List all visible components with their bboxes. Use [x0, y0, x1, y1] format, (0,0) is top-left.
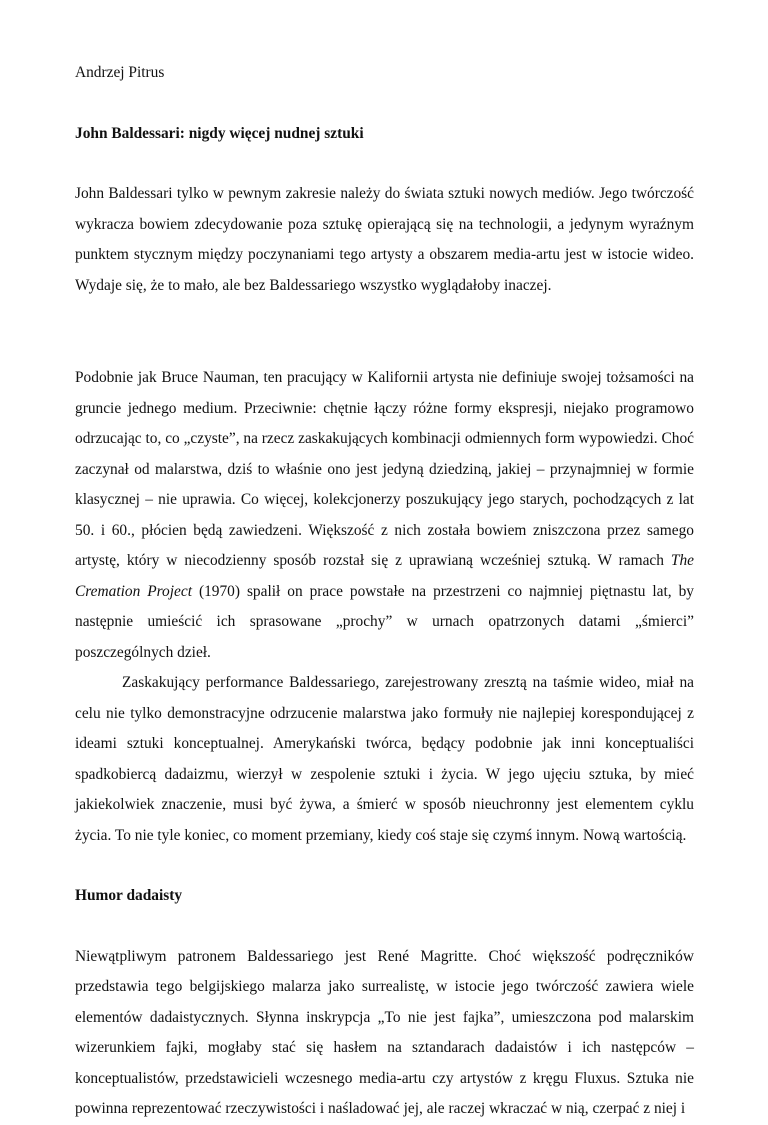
section-heading: Humor dadaisty: [75, 887, 183, 904]
paragraph-performance: Zaskakujący performance Baldessariego, zarejestrowany zresztą na taśmie wideo, miał na celu nie tylko demonstracyjne odrzucenie malarstwa jako formuły nie najlepiej korespondującej z ideami sztuki konceptualnej. Amerykański twórca, będący podobnie jak inni konceptualiści spadkobiercą dadaizmu, wierzył w zespolenie sztuki i życia. W jego ujęciu sztuka, by mieć jakiekolwiek znaczenie, musi być żywa, a śmierć w sposób nieuchronny jest elementem cyklu życia. To nie tyle koniec, co moment przemiany, kiedy coś staje się czymś innym. Nową wartością.: [75, 674, 694, 844]
author-name: Andrzej Pitrus: [75, 64, 165, 81]
document-title: John Baldessari: nigdy więcej nudnej sztuki: [75, 124, 364, 142]
paragraph-magritte: Niewątpliwym patronem Baldessariego jest René Magritte. Choć większość podręczników przedstawia tego belgijskiego malarza jako surrealistę, w istocie jego twórczość zawiera wiele elementów dadaistycznych. Słynna inskrypcja „To nie jest fajka”, umieszczona pod malarskim wizerunkiem fajki, mogłaby stać się hasłem na sztandarach dadaistów i ich następców – konceptualistów, przedstawicieli wczesnego media-artu czy artystów z kręgu Fluxus. Sztuka nie powinna reprezentować rzeczywistości i naśladować jej, ale raczej wkraczać w nią, czerpać z niej i: [75, 947, 694, 1117]
document-page: [75, 58, 694, 1125]
paragraph-medium-text-1: Podobnie jak Bruce Nauman, ten pracujący w Kalifornii artysta nie definiuje swojej tożsamości na gruncie jednego medium. Przeciwnie: chętnie łączy różne formy ekspresji, niejako programowo odrzucając to, co „czyste”, na rzecz zaskakujących kombinacji odmiennych form wypowiedzi. Choć zaczynał od malarstwa, dziś to właśnie ono jest jedyną dziedziną, jakiej – przynajmniej w formie klasycznej – nie uprawia. Co więcej, kolekcjonerzy poszukujący jego starych, pochodzących z lat 50. i 60., płócien będą zawiedzeni. Większość z nich została bowiem zniszczona przez samego artystę, który w niecodzienny sposób rozstał się z uprawianą wcześniej sztuką. W ramach: [75, 369, 694, 569]
cremation-project-title: The Cremation Project: [75, 552, 694, 600]
paragraph-medium-text-2: (1970) spalił on prace powstałe na przestrzeni co najmniej piętnastu lat, by następnie umieścić ich sprasowane „prochy” w urnach opatrzonych datami „śmierci” poszczególnych dzieł.: [75, 582, 694, 661]
paragraph-intro: John Baldessari tylko w pewnym zakresie należy do świata sztuki nowych mediów. Jego twórczość wykracza bowiem zdecydowanie poza sztukę opierającą się na technologii, a jedynym wyraźnym punktem stycznym między poczynaniami tego artysty a obszarem media-artu jest w istocie wideo. Wydaje się, że to mało, ale bez Baldessariego wszystko wyglądałoby inaczej.: [75, 185, 694, 294]
paragraph-medium: [75, 363, 694, 668]
